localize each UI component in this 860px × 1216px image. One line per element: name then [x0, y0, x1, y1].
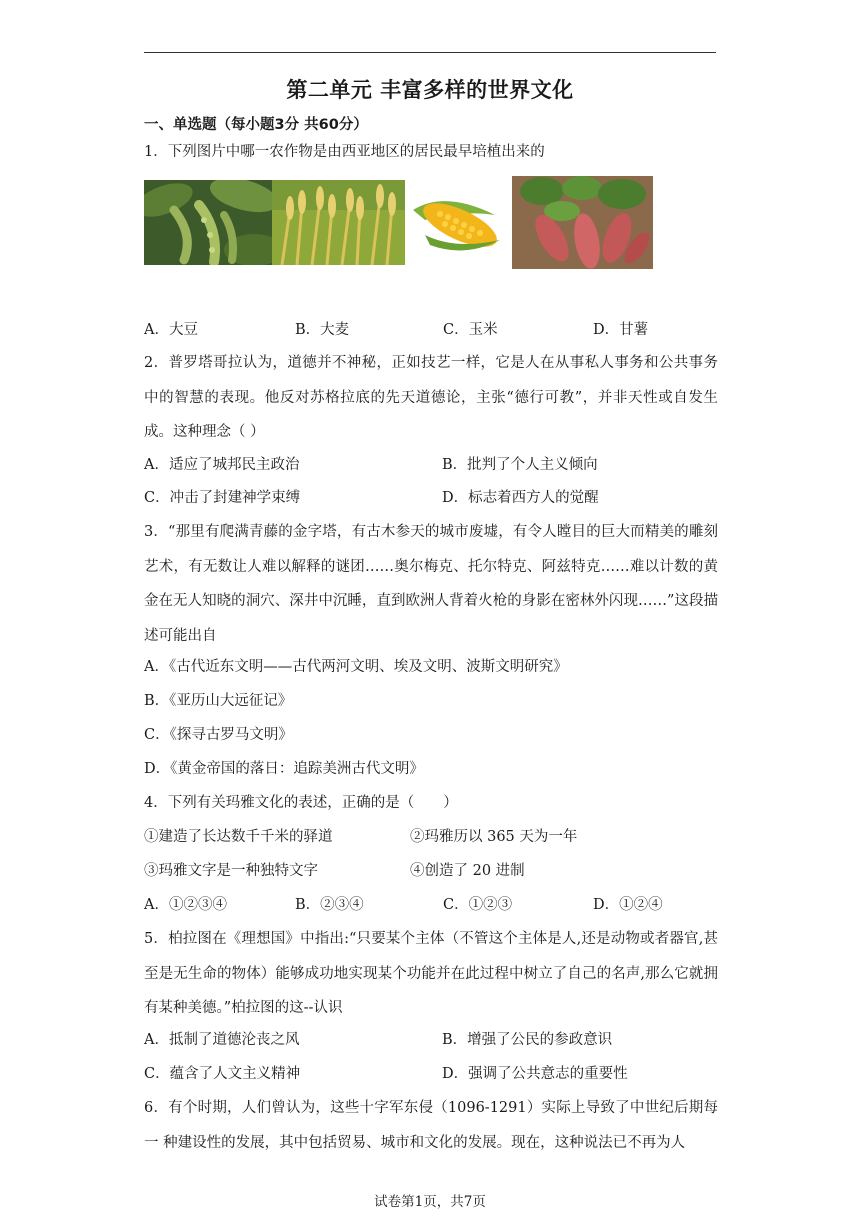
option-b[interactable]: B．大麦: [295, 322, 350, 338]
question-2-stem: 2．普罗塔哥拉认为，道德并不神秘，正如技艺一样，它是人在从事私人事务和公共事务中的智慧的表现。他反对苏格拉底的先天道德论，主张“德行可教”，并非天性或自发生成。这种理念（ ）: [144, 355, 718, 440]
page-title: 第二单元 丰富多样的世界文化: [286, 78, 574, 102]
option-b[interactable]: B．批判了个人主义倾向: [442, 457, 598, 473]
option-a[interactable]: A．抵制了道德沦丧之风: [144, 1032, 300, 1048]
option-d[interactable]: D．①②④: [593, 897, 663, 913]
option-a[interactable]: A．适应了城邦民主政治: [144, 457, 300, 473]
barley-icon: [272, 180, 405, 265]
option-d[interactable]: D．标志着西方人的觉醒: [442, 490, 599, 506]
question-4-stem-text: 4．下列有关玛雅文化的表述，正确的是（ ）: [144, 795, 458, 811]
option-b[interactable]: B．增强了公民的参政意识: [442, 1032, 613, 1048]
question-1-options: [144, 318, 718, 342]
question-5-stem: 5．柏拉图在《理想国》中指出:“只要某个主体（不管这个主体是人,还是动物或者器官,甚至是无生命的物体）能够成功地实现某个功能并在此过程中树立了自己的名声,那么它就拥有某种美德。”柏拉图的这--认识: [144, 931, 718, 1016]
option-b[interactable]: B．《亚历山大远征记》: [144, 693, 293, 709]
option-c[interactable]: C．蕴含了人文主义精神: [144, 1066, 301, 1082]
question-3-option-c: [144, 723, 718, 747]
question-1-stem: 1．下列图片中哪一农作物是由西亚地区的居民最早培植出来的: [144, 144, 545, 160]
option-c[interactable]: C．《探寻古罗马文明》: [144, 727, 293, 743]
option-d[interactable]: D．甘薯: [593, 322, 649, 338]
question-4-options: [144, 893, 718, 917]
option-c[interactable]: C．①②③: [443, 897, 513, 913]
section-heading: 一、单选题（每小题3分 共60分）: [144, 117, 368, 133]
page-footer: 试卷第1页，共7页: [374, 1194, 486, 1210]
question-4-stem: [144, 791, 718, 815]
question-2-options-row2: [144, 486, 718, 510]
question-5-options-row2: [144, 1062, 718, 1086]
option-a[interactable]: A．①②③④: [144, 897, 227, 913]
item-4: ④创造了 20 进制: [410, 863, 525, 879]
question-4-items-row2: [144, 859, 718, 883]
question-3-option-a: [144, 655, 718, 679]
option-c[interactable]: C．冲击了封建神学束缚: [144, 490, 301, 506]
question-2-options-row1: [144, 453, 718, 477]
question-3-stem: 3．“那里有爬满青藤的金字塔，有古木参天的城市废墟，有令人瞠目的巨大而精美的雕刻艺术，有无数让人难以解释的谜团……奥尔梅克、托尔特克、阿兹特克……难以计数的黄金在无人知晓的洞穴、深井中沉睡，直到欧洲人背着火枪的身影在密林外闪现……”这段描述可能出自: [144, 524, 718, 644]
item-3: ③玛雅文字是一种独特文字: [144, 863, 318, 879]
item-2: ②玛雅历以 365 天为一年: [410, 829, 578, 845]
soybean-icon: [144, 180, 272, 265]
question-4-items-row1: [144, 825, 718, 849]
option-c[interactable]: C．玉米: [443, 322, 498, 338]
header-rule: [144, 52, 716, 53]
corn-icon: [405, 180, 511, 265]
option-d[interactable]: D．《黄金帝国的落日：追踪美洲古代文明》: [144, 761, 424, 777]
item-1: ①建造了长达数千千米的驿道: [144, 829, 333, 845]
question-6-stem: 6．有个时期，人们曾认为，这些十字军东侵（1096-1291）实际上导致了中世纪后期每一 种建设性的发展，其中包括贸易、城市和文化的发展。现在，这种说法已不再为人: [144, 1100, 718, 1151]
option-a[interactable]: A．大豆: [144, 322, 198, 338]
question-3-option-b: [144, 689, 718, 713]
sweet-potato-icon: [512, 176, 653, 269]
option-d[interactable]: D．强调了公共意志的重要性: [442, 1066, 628, 1082]
question-3-option-d: [144, 757, 718, 781]
option-b[interactable]: B．②③④: [295, 897, 364, 913]
question-5-options-row1: [144, 1028, 718, 1052]
option-a[interactable]: A．《古代近东文明——古代两河文明、埃及文明、波斯文明研究》: [144, 659, 568, 675]
